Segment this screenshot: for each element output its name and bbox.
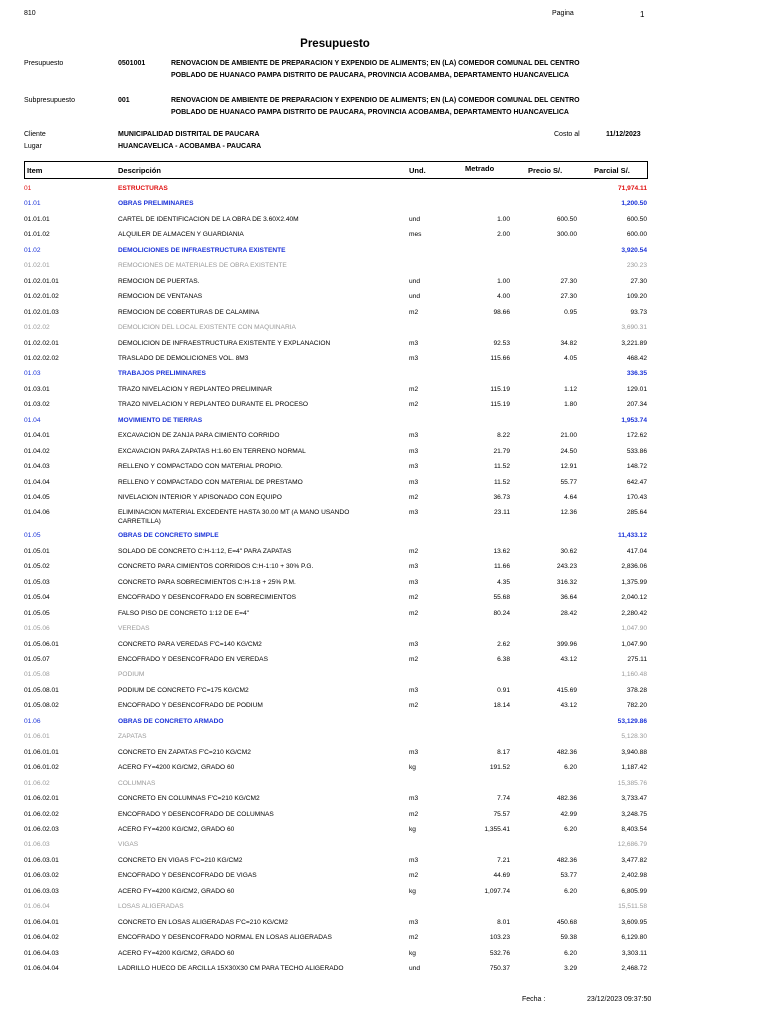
row-unit: mes [409, 231, 422, 239]
row-unit: m3 [409, 856, 419, 864]
row-parcial: 15,511.58 [618, 903, 647, 911]
row-precio: 6.20 [564, 764, 577, 772]
row-precio: 43.12 [560, 656, 577, 663]
row-description: ENCOFRADO Y DESENCOFRADO EN SOBRECIMIENTOS [118, 594, 297, 602]
row-description: RELLENO Y COMPACTADO CON MATERIAL PROPIO. [118, 463, 283, 471]
row-precio: 34.82 [560, 339, 577, 347]
row-item: 01.01.02 [24, 231, 50, 239]
col-unit: Und. [409, 166, 426, 175]
row-metrado: 92.53 [493, 339, 510, 347]
row-unit: m2 [409, 872, 419, 880]
row-metrado: 44.69 [493, 872, 510, 880]
row-item: 01.06.02 [24, 779, 50, 787]
row-item: 01.02.01 [24, 262, 50, 270]
row-unit: m2 [409, 494, 419, 501]
row-unit: m2 [409, 702, 419, 710]
row-description: CONCRETO PARA VEREDAS F'C=140 KG/CM2 [118, 640, 262, 648]
row-parcial: 93.73 [630, 308, 647, 316]
row-description: ZAPATAS [118, 733, 147, 741]
row-item: 01.04.04 [24, 478, 50, 486]
row-parcial: 71,974.11 [618, 185, 647, 192]
row-parcial: 336.35 [626, 370, 647, 378]
row-item: 01.02.02.02 [24, 354, 59, 362]
row-precio: 30.62 [560, 547, 577, 555]
row-precio: 1.80 [564, 401, 577, 409]
row-description: LOSAS ALIGERADAS [118, 903, 184, 911]
row-metrado: 7.74 [497, 795, 510, 803]
row-description: VIGAS [118, 841, 139, 849]
presupuesto-code: 0501001 [118, 60, 146, 67]
row-precio: 21.00 [560, 432, 577, 440]
row-description: ENCOFRADO Y DESENCOFRADO DE VIGAS [118, 872, 257, 880]
row-precio: 6.20 [564, 949, 577, 957]
row-description: ACERO FY=4200 KG/CM2, GRADO 60 [118, 825, 235, 833]
row-precio: 53.77 [560, 872, 577, 880]
row-description: TRAZO NIVELACION Y REPLANTEO PRELIMINAR [118, 385, 273, 393]
row-unit: m3 [409, 339, 419, 347]
row-unit: m3 [409, 578, 419, 586]
row-metrado: 1,097.74 [484, 887, 510, 895]
row-item: 01.05.02 [24, 563, 50, 571]
fecha-value: 23/12/2023 09:37:50 [587, 996, 652, 1003]
row-parcial: 129.01 [626, 385, 647, 393]
row-precio: 12.91 [560, 463, 577, 471]
row-item: 01.03.01 [24, 385, 50, 393]
page-number: 1 [640, 10, 645, 19]
row-item: 01.05 [24, 532, 41, 540]
fecha-label: Fecha : [522, 996, 546, 1003]
row-description: NIVELACION INTERIOR Y APISONADO CON EQUIPO [118, 494, 282, 501]
row-metrado: 80.24 [493, 609, 510, 617]
row-precio: 450.68 [556, 918, 577, 926]
row-item: 01.06.01 [24, 733, 50, 741]
row-item: 01.01.01 [24, 215, 50, 223]
row-item: 01.02.02.01 [24, 339, 59, 347]
row-metrado: 21.79 [493, 447, 510, 455]
row-precio: 59.38 [560, 934, 577, 942]
row-precio: 28.42 [560, 609, 577, 617]
column-header [24, 161, 648, 179]
row-description: REMOCION DE PUERTAS. [118, 277, 200, 285]
row-metrado: 115.66 [490, 354, 510, 362]
row-metrado: 1.00 [497, 277, 510, 285]
row-precio: 482.36 [556, 795, 577, 803]
row-metrado: 13.62 [493, 547, 510, 555]
row-item: 01.06.01.01 [24, 748, 59, 756]
row-unit: m2 [409, 594, 419, 602]
subpresupuesto-description: RENOVACION DE AMBIENTE DE PREPARACION Y EXPENDIO DE ALIMENTS; EN (LA) COMEDOR COMUNAL DEL CENTRO POBLADO DE HUANACO PAMPA DISTRITO DE PAUCARA, PROVINCIA ACOBAMBA, DEPARTAMENTO HUANCAVELICA [171, 97, 580, 116]
row-description: LADRILLO HUECO DE ARCILLA 15X30X30 CM PARA TECHO ALIGERADO [118, 965, 344, 972]
row-metrado: 115.19 [490, 401, 510, 409]
row-description: ESTRUCTURAS [118, 185, 168, 192]
row-parcial: 2,280.42 [621, 609, 647, 617]
row-precio: 316.32 [556, 578, 577, 586]
cliente-label: Cliente [24, 131, 46, 138]
row-parcial: 285.64 [626, 509, 647, 517]
row-item: 01.05.05 [24, 609, 50, 617]
row-unit: kg [409, 764, 416, 772]
row-unit: m3 [409, 354, 419, 362]
row-description: REMOCIONES DE MATERIALES DE OBRA EXISTENTE [118, 262, 287, 270]
row-parcial: 533.86 [626, 447, 647, 455]
row-metrado: 0.91 [497, 686, 510, 694]
row-parcial: 468.42 [626, 354, 647, 362]
row-parcial: 12,686.79 [617, 841, 647, 849]
row-item: 01.05.04 [24, 594, 50, 602]
row-unit: m3 [409, 509, 419, 517]
row-metrado: 6.38 [497, 656, 510, 663]
row-description: EXCAVACION DE ZANJA PARA CIMIENTO CORRIDO [118, 432, 280, 440]
row-parcial: 207.34 [626, 401, 647, 409]
row-unit: m3 [409, 748, 419, 756]
row-item: 01.06.03.03 [24, 887, 59, 895]
row-description: TRABAJOS PRELIMINARES [118, 370, 206, 378]
row-parcial: 3,609.95 [621, 918, 647, 926]
row-description: ENCOFRADO Y DESENCOFRADO DE COLUMNAS [118, 810, 274, 818]
row-metrado: 103.23 [489, 934, 510, 942]
row-unit: m3 [409, 447, 419, 455]
row-precio: 482.36 [556, 748, 577, 756]
row-metrado: 8.17 [497, 748, 510, 756]
row-parcial: 2,040.12 [621, 594, 647, 602]
row-metrado: 7.21 [497, 856, 510, 864]
row-description: DEMOLICION DE INFRAESTRUCTURA EXISTENTE Y EXPLANACION [118, 339, 331, 347]
row-parcial: 1,047.90 [621, 625, 647, 633]
costo-label: Costo al [554, 131, 580, 138]
costo-date: 11/12/2023 [606, 131, 641, 138]
row-item: 01.06.02.01 [24, 795, 59, 803]
row-unit: m3 [409, 795, 419, 803]
row-unit: m2 [409, 308, 419, 316]
row-item: 01.05.03 [24, 578, 50, 586]
row-unit: und [409, 965, 421, 972]
presupuesto-label: Presupuesto [24, 60, 64, 67]
row-precio: 12.36 [560, 509, 577, 517]
row-precio: 300.00 [556, 231, 577, 239]
row-unit: m2 [409, 547, 419, 555]
row-metrado: 4.00 [497, 293, 510, 301]
row-description: RELLENO Y COMPACTADO CON MATERIAL DE PRESTAMO [118, 478, 303, 486]
row-parcial: 3,920.54 [621, 246, 647, 254]
row-precio: 36.64 [560, 594, 577, 602]
row-precio: 0.95 [564, 308, 577, 316]
row-item: 01.06.03 [24, 841, 50, 849]
row-item: 01.01 [24, 200, 41, 208]
row-parcial: 2,468.72 [621, 965, 647, 972]
row-item: 01.02.01.03 [24, 308, 59, 316]
row-unit: m2 [409, 934, 419, 942]
row-description: CONCRETO EN ZAPATAS F'C=210 KG/CM2 [118, 748, 251, 756]
row-item: 01.02.02 [24, 324, 50, 332]
row-description: ACERO FY=4200 KG/CM2, GRADO 60 [118, 887, 235, 895]
page-label: Pagina [552, 10, 574, 17]
row-description: MOVIMIENTO DE TIERRAS [118, 416, 203, 424]
row-item: 01.04.05 [24, 494, 50, 501]
row-parcial: 109.20 [626, 293, 647, 301]
row-unit: und [409, 293, 421, 301]
row-description: OBRAS DE CONCRETO SIMPLE [118, 532, 219, 540]
row-metrado: 11.52 [493, 478, 510, 486]
row-description: CONCRETO EN VIGAS F'C=210 KG/CM2 [118, 856, 243, 864]
row-description: TRASLADO DE DEMOLICIONES VOL. 8M3 [118, 354, 249, 362]
row-parcial: 1,047.90 [621, 640, 647, 648]
row-parcial: 3,477.82 [621, 856, 647, 864]
row-unit: m2 [409, 810, 419, 818]
row-item: 01.06.04.01 [24, 918, 59, 926]
row-item: 01.05.01 [24, 547, 50, 555]
row-item: 01.04.02 [24, 447, 50, 455]
row-metrado: 2.62 [497, 640, 510, 648]
row-item: 01.06.04.02 [24, 934, 59, 942]
row-parcial: 230.23 [626, 262, 647, 270]
row-description: CONCRETO PARA SOBRECIMIENTOS C:H-1:8 + 25% P.M. [118, 578, 296, 586]
row-unit: m2 [409, 401, 419, 409]
row-metrado: 2.00 [497, 231, 510, 239]
row-item: 01.05.06 [24, 625, 50, 633]
row-precio: 24.50 [560, 447, 577, 455]
col-metrado: Metrado [465, 164, 495, 173]
row-parcial: 172.62 [626, 432, 647, 440]
row-parcial: 1,953.74 [621, 416, 647, 424]
row-item: 01.05.08 [24, 671, 50, 679]
row-unit: kg [409, 887, 416, 895]
row-description: REMOCION DE COBERTURAS DE CALAMINA [118, 308, 260, 316]
row-parcial: 782.20 [626, 702, 647, 710]
row-item: 01.05.08.02 [24, 702, 59, 710]
row-metrado: 23.11 [493, 509, 510, 517]
row-metrado: 75.57 [493, 810, 510, 818]
row-item: 01.06.02.03 [24, 825, 59, 833]
row-unit: m3 [409, 432, 419, 440]
subpresupuesto-code: 001 [118, 97, 130, 104]
row-item: 01 [24, 185, 32, 192]
row-description: CONCRETO EN COLUMNAS F'C=210 KG/CM2 [118, 795, 260, 803]
row-description: PODIUM [118, 671, 145, 679]
row-parcial: 275.11 [627, 656, 647, 663]
row-precio: 27.30 [560, 293, 577, 301]
row-precio: 43.12 [560, 702, 577, 710]
row-parcial: 170.43 [626, 494, 647, 501]
row-parcial: 2,836.06 [621, 563, 647, 571]
row-metrado: 8.01 [497, 918, 510, 926]
row-precio: 6.20 [564, 887, 577, 895]
row-item: 01.05.07 [24, 656, 50, 663]
row-metrado: 1.00 [497, 215, 510, 223]
row-description: EXCAVACION PARA ZAPATAS H:1.60 EN TERRENO NORMAL [118, 447, 306, 455]
page-title: Presupuesto [300, 38, 370, 50]
row-metrado: 750.37 [489, 965, 510, 972]
row-description: ENCOFRADO Y DESENCOFRADO NORMAL EN LOSAS ALIGERADAS [118, 934, 332, 942]
row-precio: 1.12 [564, 385, 577, 393]
col-item: Item [27, 166, 43, 175]
row-item: 01.03 [24, 370, 41, 378]
row-metrado: 18.14 [493, 702, 510, 710]
row-parcial: 600.50 [626, 215, 647, 223]
row-metrado: 98.66 [493, 308, 510, 316]
row-description: ACERO FY=4200 KG/CM2, GRADO 60 [118, 764, 235, 772]
lugar-value: HUANCAVELICA - ACOBAMBA - PAUCARA [118, 143, 262, 150]
row-unit: kg [409, 825, 416, 833]
row-item: 01.04.06 [24, 509, 50, 517]
row-unit: m3 [409, 463, 419, 471]
row-unit: m3 [409, 563, 419, 571]
row-item: 01.02 [24, 246, 41, 254]
row-unit: und [409, 215, 421, 223]
row-item: 01.06 [24, 717, 41, 725]
row-description: OBRAS DE CONCRETO ARMADO [118, 717, 224, 725]
row-unit: m3 [409, 686, 419, 694]
subpresupuesto-label: Subpresupuesto [24, 97, 75, 104]
row-description: CARTEL DE IDENTIFICACION DE LA OBRA DE 3.60X2.40M [118, 215, 299, 223]
row-unit: m2 [409, 385, 419, 393]
row-description: CONCRETO PARA CIMIENTOS CORRIDOS C:H-1:10 + 30% P.G. [118, 563, 314, 571]
row-parcial: 6,129.80 [621, 934, 647, 942]
row-description: COLUMNAS [118, 779, 156, 787]
row-description: VEREDAS [118, 625, 150, 633]
row-parcial: 148.72 [626, 463, 647, 471]
row-parcial: 53,129.86 [617, 717, 647, 725]
row-precio: 6.20 [564, 825, 577, 833]
row-parcial: 15,385.76 [617, 779, 647, 787]
row-precio: 600.50 [556, 215, 577, 223]
row-item: 01.06.04 [24, 903, 50, 911]
row-item: 01.06.03.02 [24, 872, 59, 880]
row-precio: 4.05 [564, 354, 577, 362]
row-precio: 243.23 [556, 563, 577, 571]
row-description: SOLADO DE CONCRETO C:H-1:12, E=4" PARA ZAPATAS [118, 547, 292, 555]
row-metrado: 1,355.41 [484, 825, 510, 833]
row-metrado: 115.19 [490, 385, 510, 393]
row-item: 01.03.02 [24, 401, 50, 409]
row-unit: kg [409, 949, 416, 957]
row-item: 01.05.06.01 [24, 640, 59, 648]
row-parcial: 378.28 [626, 686, 647, 694]
row-unit: m3 [409, 640, 419, 648]
row-item: 01.06.04.03 [24, 949, 59, 957]
row-parcial: 8,403.54 [621, 825, 647, 833]
row-parcial: 6,805.99 [621, 887, 647, 895]
row-precio: 399.96 [556, 640, 577, 648]
row-parcial: 3,940.88 [621, 748, 647, 756]
row-precio: 4.64 [564, 494, 577, 501]
row-item: 01.04.03 [24, 463, 50, 471]
row-parcial: 3,690.31 [621, 324, 647, 332]
row-parcial: 3,303.11 [621, 949, 647, 957]
row-description: TRAZO NIVELACION Y REPLANTEO DURANTE EL PROCESO [118, 401, 309, 409]
row-parcial: 642.47 [626, 478, 647, 486]
row-description: ELIMINACION MATERIAL EXCEDENTE HASTA 30.00 MT (A MANO USANDO CARRETILLA) [118, 509, 350, 525]
row-parcial: 11,433.12 [618, 532, 647, 540]
cliente-value: MUNICIPALIDAD DISTRITAL DE PAUCARA [118, 131, 260, 138]
row-metrado: 11.52 [493, 463, 510, 471]
row-description: PODIUM DE CONCRETO F'C=175 KG/CM2 [118, 686, 249, 694]
row-parcial: 3,733.47 [621, 795, 647, 803]
row-item: 01.06.03.01 [24, 856, 59, 864]
row-metrado: 191.52 [489, 764, 510, 772]
row-description: OBRAS PRELIMINARES [118, 200, 194, 208]
row-unit: m2 [409, 656, 419, 663]
row-parcial: 1,200.50 [621, 200, 647, 208]
row-item: 01.02.01.01 [24, 277, 59, 285]
row-unit: m2 [409, 609, 419, 617]
row-item: 01.06.01.02 [24, 764, 59, 772]
row-description: ALQUILER DE ALMACEN Y GUARDIANIA [118, 231, 244, 239]
row-item: 01.02.01.02 [24, 293, 59, 301]
row-parcial: 3,221.89 [621, 339, 647, 347]
row-parcial: 1,187.42 [621, 764, 647, 772]
row-precio: 3.29 [564, 965, 577, 972]
row-unit: und [409, 277, 421, 285]
presupuesto-description: RENOVACION DE AMBIENTE DE PREPARACION Y EXPENDIO DE ALIMENTS; EN (LA) COMEDOR COMUNAL DEL CENTRO POBLADO DE HUANACO PAMPA DISTRITO DE PAUCARA, PROVINCIA ACOBAMBA, DEPARTAMENTO HUANCAVELICA [171, 60, 580, 79]
row-precio: 415.69 [556, 686, 577, 694]
row-precio: 42.99 [560, 810, 577, 818]
col-parcial: Parcial S/. [594, 166, 630, 175]
row-description: ENCOFRADO Y DESENCOFRADO DE PODIUM [118, 702, 263, 710]
row-metrado: 36.73 [493, 494, 510, 501]
row-description: FALSO PISO DE CONCRETO 1:12 DE E=4" [118, 609, 250, 617]
row-metrado: 11.66 [493, 563, 510, 571]
row-metrado: 532.76 [489, 949, 510, 957]
row-precio: 55.77 [560, 478, 577, 486]
row-description: ENCOFRADO Y DESENCOFRADO EN VEREDAS [118, 656, 268, 663]
row-unit: m3 [409, 478, 419, 486]
col-description: Descripción [118, 166, 161, 175]
row-unit: m3 [409, 918, 419, 926]
row-description: DEMOLICIONES DE INFRAESTRUCTURA EXISTENTE [118, 246, 286, 254]
row-parcial: 27.30 [630, 277, 647, 285]
lugar-label: Lugar [24, 143, 42, 150]
row-item: 01.05.08.01 [24, 686, 59, 694]
row-description: REMOCION DE VENTANAS [118, 293, 203, 301]
row-item: 01.04 [24, 416, 41, 424]
row-item: 01.06.04.04 [24, 965, 59, 972]
row-description: DEMOLICION DEL LOCAL EXISTENTE CON MAQUINARIA [118, 324, 296, 332]
row-parcial: 3,248.75 [621, 810, 647, 818]
row-metrado: 55.68 [493, 594, 510, 602]
col-precio: Precio S/. [528, 166, 563, 175]
row-description: CONCRETO EN LOSAS ALIGERADAS F'C=210 KG/CM2 [118, 918, 288, 926]
row-parcial: 1,375.99 [621, 578, 647, 586]
row-parcial: 5,128.30 [621, 733, 647, 741]
row-precio: 482.36 [556, 856, 577, 864]
row-parcial: 1,160.48 [621, 671, 647, 679]
row-item: 01.06.02.02 [24, 810, 59, 818]
row-parcial: 2,402.98 [621, 872, 647, 880]
row-precio: 27.30 [560, 277, 577, 285]
row-parcial: 417.04 [626, 547, 647, 555]
row-metrado: 8.22 [497, 432, 510, 440]
row-parcial: 600.00 [626, 231, 647, 239]
report-code: 810 [24, 10, 36, 17]
row-metrado: 4.35 [497, 578, 510, 586]
row-description: ACERO FY=4200 KG/CM2, GRADO 60 [118, 949, 235, 957]
row-item: 01.04.01 [24, 432, 50, 440]
